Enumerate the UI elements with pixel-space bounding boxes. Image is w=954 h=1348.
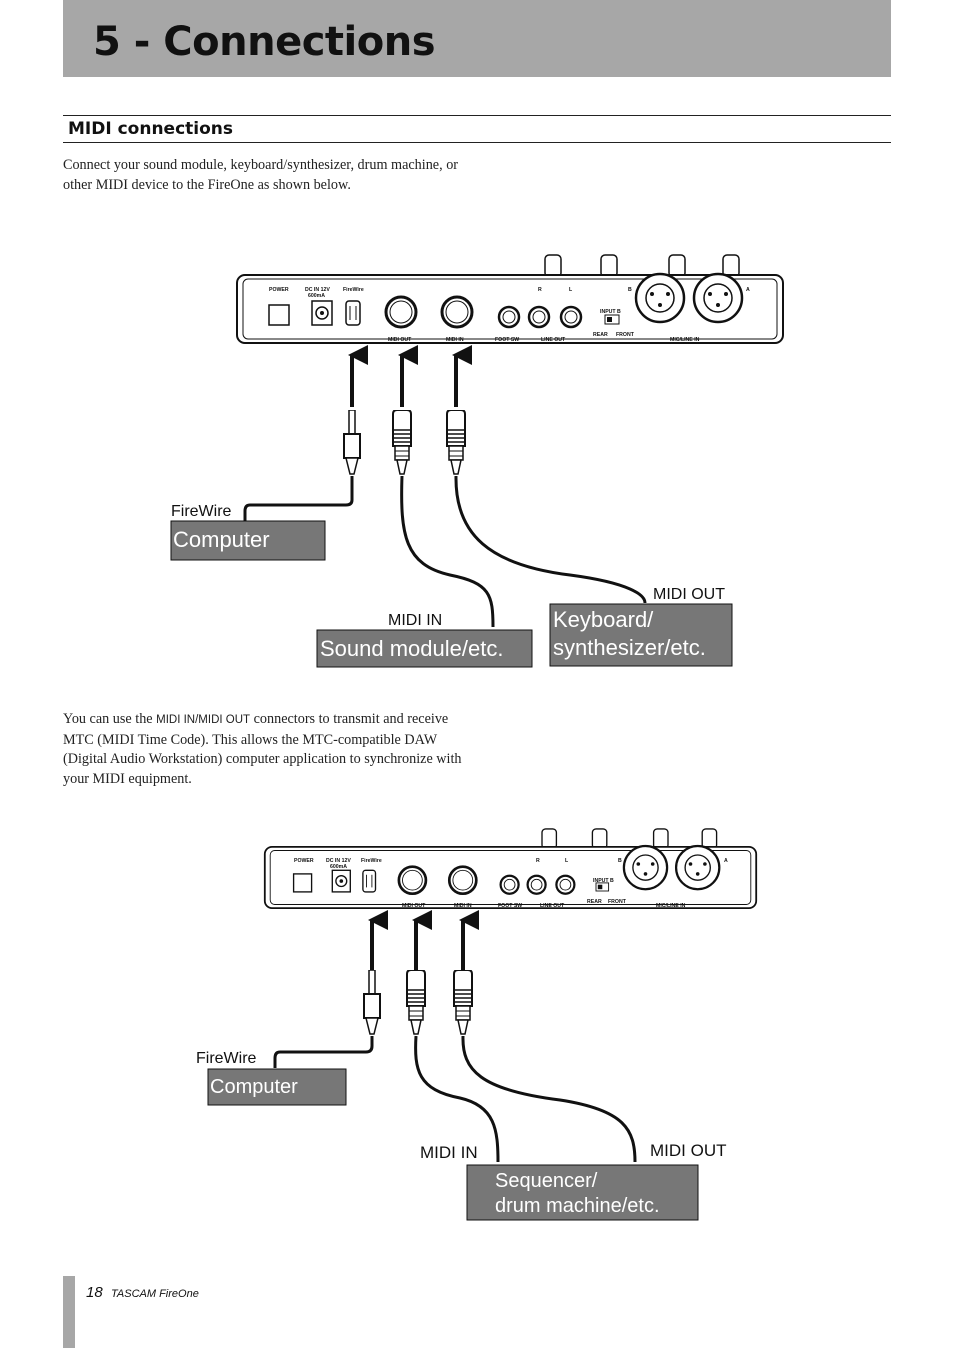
svg-text:LINE OUT: LINE OUT — [540, 903, 565, 909]
chapter-title: 5 - Connections — [93, 19, 436, 65]
midi-out-label-2: MIDI OUT — [650, 1141, 727, 1160]
computer-box-2-label: Computer — [210, 1076, 298, 1098]
footer-bar — [63, 1276, 75, 1348]
keyboard-box-line2: synthesizer/etc. — [553, 635, 706, 660]
page-number: 18 — [86, 1284, 103, 1301]
svg-text:MIC/LINE IN: MIC/LINE IN — [670, 337, 700, 343]
svg-text:A: A — [746, 287, 750, 293]
svg-text:POWER: POWER — [294, 858, 314, 864]
svg-text:B: B — [628, 287, 632, 293]
svg-text:FRONT: FRONT — [608, 899, 626, 905]
svg-text:A: A — [724, 858, 728, 864]
sequencer-box-line2: drum machine/etc. — [495, 1195, 660, 1217]
arrows-2 — [372, 920, 463, 970]
svg-text:R: R — [536, 858, 540, 864]
midi-out-plug — [393, 410, 411, 474]
svg-text:R: R — [538, 287, 542, 293]
section-title: MIDI connections — [68, 119, 234, 139]
midi-connection-diagram-2 — [180, 810, 800, 1230]
intro-paragraph: Connect your sound module, keyboard/synthesizer, drum machine, or other MIDI device to the FireOne as shown below. — [63, 157, 459, 193]
svg-text:MIDI IN: MIDI IN — [446, 337, 464, 343]
firewire-plug — [344, 410, 360, 474]
svg-text:MIDI OUT: MIDI OUT — [402, 903, 426, 909]
mtc-text-after: connectors to transmit and receive MTC (MIDI Time Code). This allows the MTC-compatible DAW (Digital Audio Workstation) computer application to synchronize with your MIDI equipment. — [63, 711, 462, 787]
svg-text:MIDI IN: MIDI IN — [454, 903, 472, 909]
svg-text:DC IN 12V: DC IN 12V — [326, 858, 351, 864]
midi-out-label: MIDI OUT — [653, 586, 725, 603]
mtc-text-before: You can use the — [63, 711, 157, 727]
section-rule-top — [63, 115, 891, 116]
midi-out-plug-2 — [407, 970, 425, 1034]
midi-in-label-2: MIDI IN — [420, 1143, 478, 1162]
svg-text:LINE OUT: LINE OUT — [541, 337, 566, 343]
section-rule-bottom — [63, 142, 891, 143]
svg-text:REAR: REAR — [593, 332, 608, 338]
svg-text:FOOT SW: FOOT SW — [498, 903, 523, 909]
firewire-plug-2 — [364, 970, 380, 1034]
sound-module-box-label: Sound module/etc. — [320, 636, 504, 661]
svg-text:INPUT B: INPUT B — [593, 878, 614, 884]
keyboard-box-line1: Keyboard/ — [553, 607, 654, 632]
midi-in-plug — [447, 410, 465, 474]
midi-in-label: MIDI IN — [388, 612, 443, 629]
svg-text:600mA: 600mA — [308, 293, 326, 299]
computer-box-label: Computer — [173, 527, 270, 552]
mtc-paragraph — [63, 710, 463, 789]
chapter-header-bar — [63, 0, 891, 77]
svg-text:600mA: 600mA — [330, 864, 348, 870]
arrows — [352, 355, 456, 407]
svg-text:FireWire: FireWire — [361, 858, 382, 864]
svg-text:MIDI OUT: MIDI OUT — [388, 337, 412, 343]
svg-text:L: L — [565, 858, 569, 864]
svg-text:FireWire: FireWire — [343, 287, 364, 293]
svg-text:FRONT: FRONT — [616, 332, 634, 338]
footer-product-name: TASCAM FireOne — [111, 1288, 199, 1300]
midi-connection-diagram-1 — [150, 235, 800, 675]
sequencer-box-line1: Sequencer/ — [495, 1170, 598, 1192]
svg-text:MIC/LINE IN: MIC/LINE IN — [656, 903, 686, 909]
midi-in-plug-2 — [454, 970, 472, 1034]
svg-text:REAR: REAR — [587, 899, 602, 905]
svg-text:INPUT B: INPUT B — [600, 309, 621, 315]
fireone-rear-panel — [237, 255, 783, 343]
svg-text:FOOT SW: FOOT SW — [495, 337, 520, 343]
svg-text:L: L — [569, 287, 573, 293]
firewire-label: FireWire — [171, 503, 232, 520]
firewire-label-2: FireWire — [196, 1050, 257, 1067]
svg-text:DC IN 12V: DC IN 12V — [305, 287, 330, 293]
svg-text:POWER: POWER — [269, 287, 289, 293]
midi-connectors-label: MIDI IN/MIDI OUT — [156, 714, 251, 726]
svg-text:B: B — [618, 858, 622, 864]
